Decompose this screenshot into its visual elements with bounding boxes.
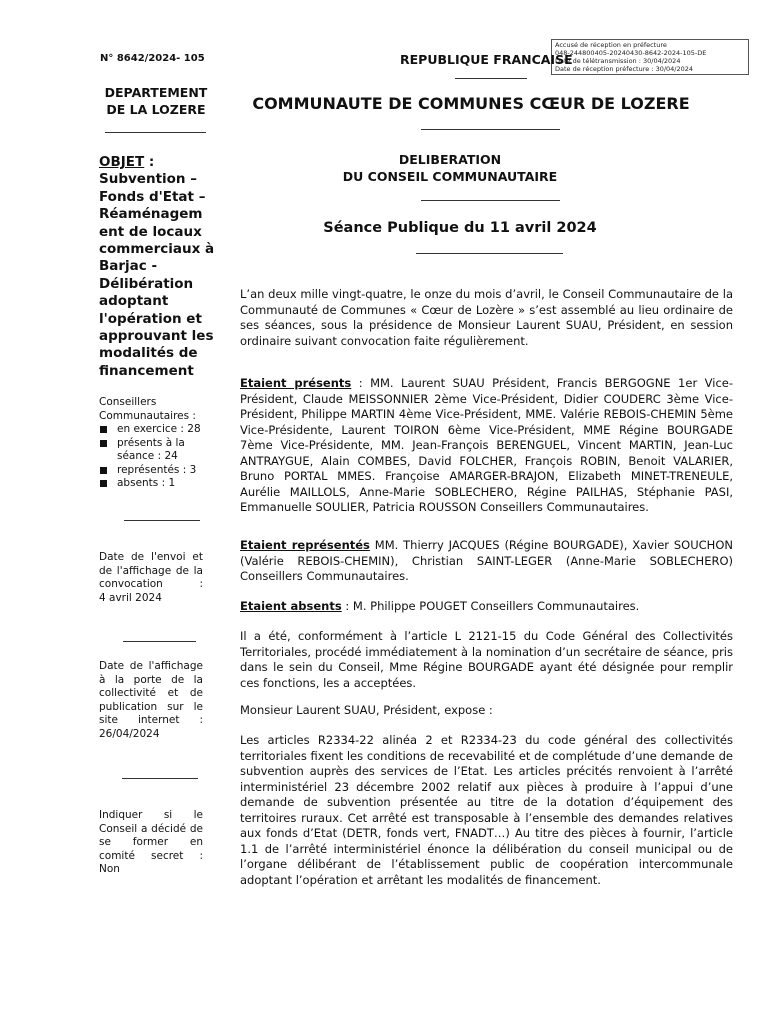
list-item: présents à la séance : 24 [99,437,203,464]
stamp-line: Date de réception préfecture : 30/04/2024 [555,65,694,73]
articles-paragraph [240,733,733,888]
stamp-line: 048-244800405-20240430-8642-2024-105-DE [555,49,707,57]
objet-text: : Subvention – Fonds d'Etat – Réaménagem ent de locaux commerciaux à Barjac - Délibération adoptant l'opération et approuvant les modalités de financement [99,154,215,379]
divider [123,641,196,642]
intro-text: L’an deux mille vingt-quatre, le onze du mois d’avril, le Conseil Communautaire de la Communauté de Communes « Cœur de Lozère » s’est assemblé au lieu ordinaire de ses séances, sous la présidence de Monsieur Laurent SUAU, Président, en session ordinaire suivant convocation faite régulièrement. [240,287,733,348]
list-item: en exercice : 28 [99,423,203,437]
divider [455,78,527,79]
list-item: absents : 1 [99,477,203,491]
secret-block [99,809,203,877]
envoi-block [99,551,203,605]
articles-text: Les articles R2334-22 alinéa 2 et R2334-23 du code général des collectivités territoriales fixent les conditions de recevabilité et de complétude d’une demande de subvention auprès des services de l’Etat. Les articles précités renvoient à l’arrêté interministériel 23 décembre 2002 relatif aux pièces à produire à l’appui d’une demande de subvention présentée au titre de la dotation d’équipement des territoires ruraux. Cet arrêté est transposable à l’ensemble des demandes relatives aux fonds d’Etat (DETR, fonds vert, FNADT…) Au titre des pièces à fournir, l’article 1.1 de l’arrêté interministériel énonce la délibération du conseil municipal ou de l’organe délibérant de l’établissement public de coopération intercommunale adoptant l’opération et arrêtant les modalités de financement. [240,733,733,887]
divider [416,253,563,254]
affichage-label: Date de l'affichage à la porte de la collectivité et de publication sur le site internet : [99,660,203,726]
envoi-date: 4 avril 2024 [99,591,162,604]
representes-text: MM. Thierry JACQUES (Régine BOURGADE), Xavier SOUCHON (Valérie REBOIS-CHEMIN), Christian SAINT-LEGER (Anne-Marie SOBLECHERO) Conseillers Communautaires. [240,538,733,583]
departement-line: DE LA LOZERE [106,102,206,117]
affichage-block [99,660,203,741]
divider [105,132,206,133]
departement-line: DEPARTEMENT [104,85,208,100]
stamp-line: Accusé de réception en préfecture [555,41,667,49]
divider [421,129,560,130]
representes-paragraph [240,538,733,585]
conseillers-block [99,396,203,491]
objet-label: OBJET [99,154,145,170]
list-item: représentés : 3 [99,464,203,478]
departement-heading [100,84,212,118]
secret-label: Indiquer si le Conseil a décidé de se former en comité secret : [99,809,203,862]
absents-label: Etaient absents [240,599,342,613]
objet-block [99,154,219,380]
conseillers-title: Conseillers Communautaires : [99,396,196,422]
deliberation-heading [300,151,600,185]
deliberation-number: N° 8642/2024- 105 [100,53,205,64]
expose-text: Monsieur Laurent SUAU, Président, expose : [240,703,493,717]
secret-value: Non [99,863,120,875]
divider [122,778,198,779]
absents-paragraph [240,599,733,615]
expose-paragraph [240,703,733,719]
deliberation-line: DELIBERATION [398,152,502,167]
presents-paragraph [240,376,733,516]
stamp-line: Date de télétransmission : 30/04/2024 [555,57,681,65]
divider [124,520,200,521]
deliberation-line: DU CONSEIL COMMUNAUTAIRE [342,169,558,184]
seance-title: Séance Publique du 11 avril 2024 [323,220,597,236]
affichage-date: 26/04/2024 [99,727,160,740]
envoi-label: Date de l'envoi et de l'affichage de la convocation : [99,551,203,590]
secretaire-text: Il a été, conformément à l’article L 2121-15 du Code Général des Collectivités Territoriales, procédé immédiatement à la nomination d’un secrétaire de séance, pris dans le sein du Conseil, Mme Régine BOURGADE ayant été désignée pour remplir ces fonctions, les a acceptées. [240,629,733,690]
conseillers-list [99,423,203,491]
presents-text: : MM. Laurent SUAU Président, Francis BERGOGNE 1er Vice-Président, Claude MEISSONNIER 2ème Vice-Président, Didier COUDERC 3ème Vice-Président, Philippe MARTIN 4ème Vice-Président, MME. Valérie REBOIS-CHEMIN 5ème Vice-Présidente, Laurent TOIRON 6ème Vice-Président, MME Régine BOURGADE 7ème Vice-Présidente, MM. Jean-François BERENGUEL, Vincent MARTIN, Jean-Luc ANTRAYGUE, Alain COMBES, David FOLCHER, François ROBIN, Benoit VALARIER, Bruno PORTAL MMES. Françoise AMARGER-BRAJON, Elizabeth MINET-TRENEULE, Aurélie MAILLOLS, Anne-Marie SOBLECHERO, Régine PAILHAS, Stéphanie PASI, Emmanuelle SOULIER, Patricia ROUSSON Conseillers Communautaires. [240,376,733,514]
divider [421,200,560,201]
intro-paragraph [240,287,733,349]
secretaire-paragraph [240,629,733,691]
communaute-title: COMMUNAUTE DE COMMUNES CŒUR DE LOZERE [252,94,690,113]
republique-heading: REPUBLIQUE FRANCAISE [400,52,573,67]
presents-label: Etaient présents [240,376,352,390]
absents-text: : M. Philippe POUGET Conseillers Communautaires. [341,599,640,613]
reception-stamp [551,39,749,75]
representes-label: Etaient représentés [240,538,370,552]
